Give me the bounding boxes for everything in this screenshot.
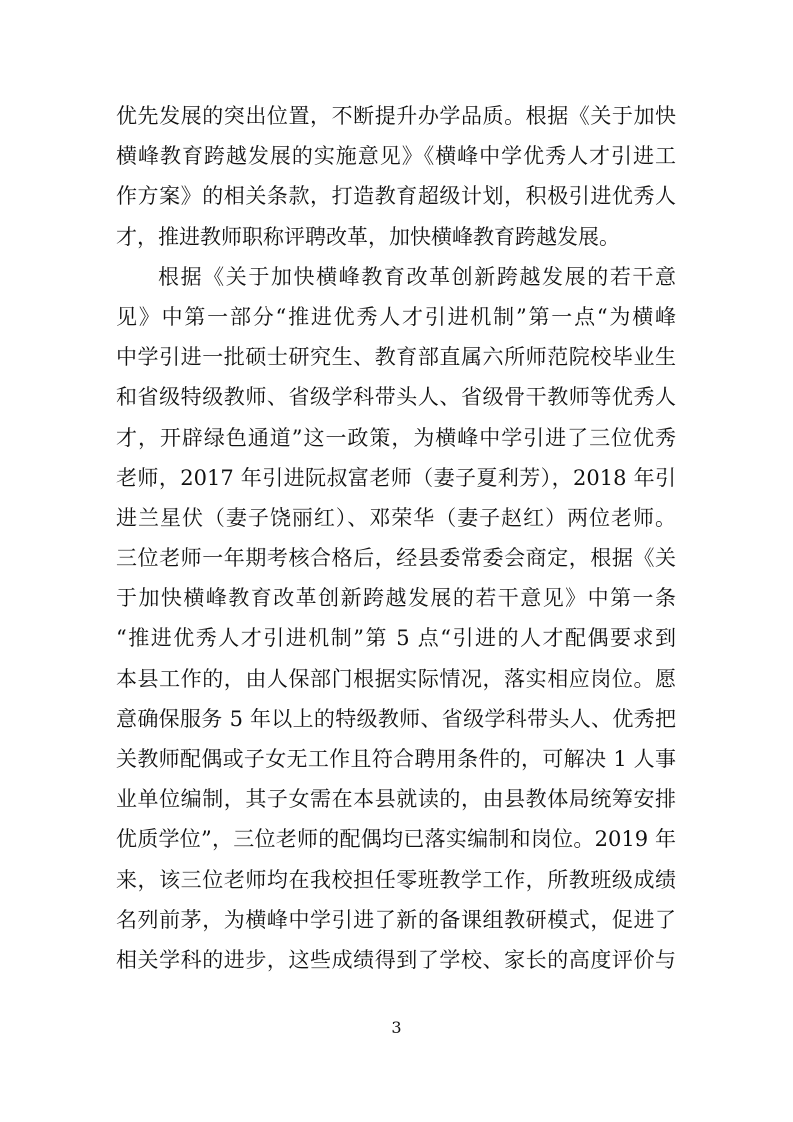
text-line: 关教师配偶或子女无工作且符合聘用条件的，可解决 1 人事 (116, 747, 676, 771)
text-line: 业单位编制，其子女需在本县就读的，由县教体局统筹安排 (116, 787, 676, 812)
text-line: 三位老师一年期考核合格后，经县委常委会商定，根据《关 (116, 546, 676, 571)
text-line: 才，推进教师职称评聘改革，加快横峰教育跨越发展。 (116, 224, 620, 249)
text-line: 和省级特级教师、省级学科带头人、省级骨干教师等优秀人 (116, 385, 676, 410)
text-line: 本县工作的，由人保部门根据实际情况，落实相应岗位。愿 (116, 666, 676, 691)
page-number: 3 (391, 1018, 402, 1037)
text-line: 名列前茅，为横峰中学引进了新的备课组教研模式，促进了 (116, 907, 676, 932)
text-line: 优质学位”，三位老师的配偶均已落实编制和岗位。2019 年 (116, 827, 676, 852)
text-line: 来，该三位老师均在我校担任零班教学工作，所教班级成绩 (116, 867, 676, 892)
text-line: 相关学科的进步，这些成绩得到了学校、家长的高度评价与 (116, 947, 676, 972)
text-line: 于加快横峰教育改革创新跨越发展的若干意见》中第一条 (116, 586, 676, 611)
text-line: 中学引进一批硕士研究生、教育部直属六所师范院校毕业生 (116, 345, 676, 370)
text-line: 见》中第一部分“推进优秀人才引进机制”第一点“为横峰 (116, 304, 676, 329)
body-text (116, 96, 676, 980)
text-line: 根据《关于加快横峰教育改革创新跨越发展的若干意 (158, 264, 676, 289)
text-line: 优先发展的突出位置，不断提升办学品质。根据《关于加快 (116, 104, 676, 128)
text-line: 进兰星伏（妻子饶丽红）、邓荣华（妻子赵红）两位老师。 (116, 505, 676, 530)
text-line: 横峰教育跨越发展的实施意见》《横峰中学优秀人才引进工 (116, 144, 676, 169)
text-line: 老师，2017 年引进阮叔富老师（妻子夏利芳），2018 年引 (116, 465, 676, 490)
text-line: 作方案》的相关条款，打造教育超级计划，积极引进优秀人 (116, 184, 676, 209)
text-line: “推进优秀人才引进机制”第 5 点“引进的人才配偶要求到 (116, 626, 676, 651)
text-line: 才，开辟绿色通道”这一政策，为横峰中学引进了三位优秀 (116, 425, 676, 450)
text-line: 意确保服务 5 年以上的特级教师、省级学科带头人、优秀把 (116, 706, 676, 731)
